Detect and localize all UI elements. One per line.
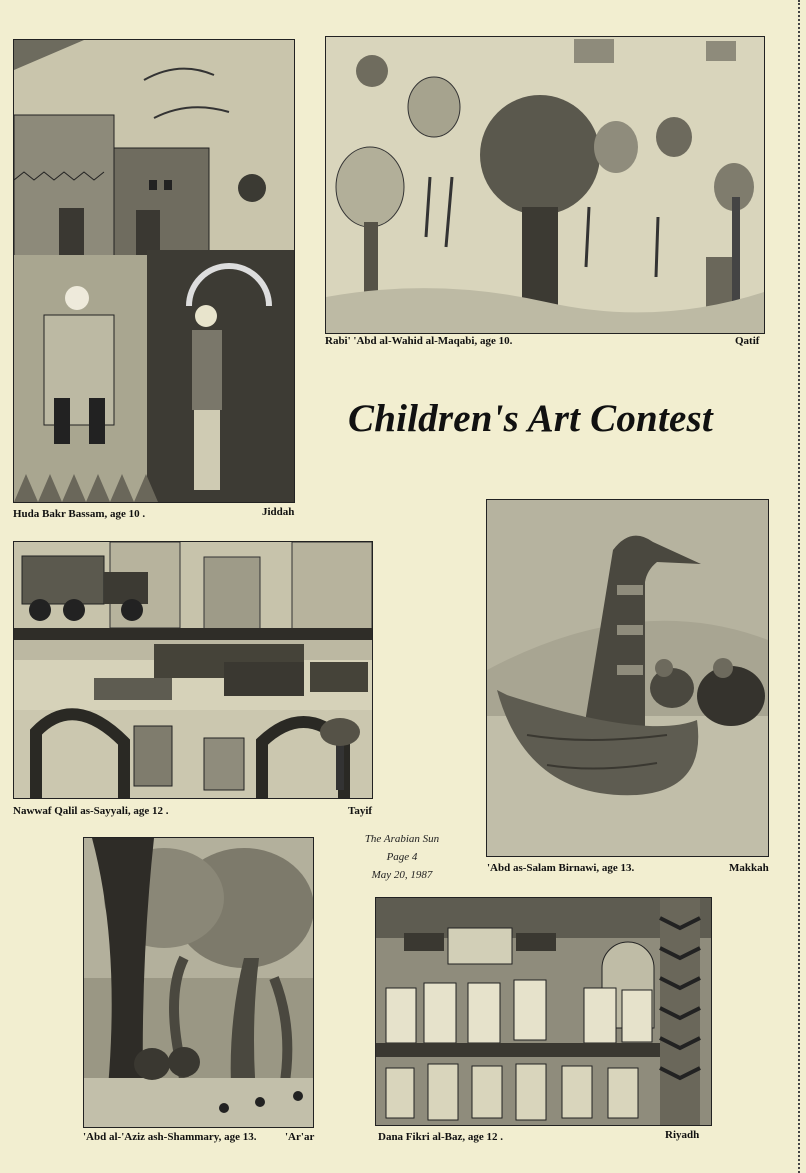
caption-artist-1: Huda Bakr Bassam, age 10 . [13, 508, 146, 520]
caption-location-2: Qatif [735, 335, 760, 347]
publication-masthead [352, 830, 452, 884]
publication-name: The Arabian Sun [364, 833, 440, 845]
caption-artist-6: Dana Fikri al-Baz, age 12 . [378, 1131, 503, 1143]
page-edge-perforation [798, 0, 800, 1173]
artwork-city-traffic [13, 541, 373, 799]
caption-location-1: Jiddah [262, 506, 295, 518]
caption-location-6: Riyadh [665, 1129, 700, 1141]
artwork-forest [83, 837, 314, 1128]
caption-artist-3: Nawwaf Qalil as-Sayyali, age 12 . [13, 805, 169, 817]
page-number: Page 4 [386, 851, 418, 863]
caption-location-3: Tayif [348, 805, 373, 817]
artwork-gathering-room [375, 897, 712, 1126]
artwork-ducks [486, 499, 769, 857]
caption-artist-5: 'Abd al-'Aziz ash-Shammary, age 13. [83, 1131, 257, 1143]
caption-location-4: Makkah [729, 862, 769, 874]
caption-artist-2: Rabi' 'Abd al-Wahid al-Maqabi, age 10. [325, 335, 513, 347]
publication-date: May 20, 1987 [371, 869, 433, 881]
caption-location-5: 'Ar'ar [285, 1131, 315, 1143]
caption-artist-4: 'Abd as-Salam Birnawi, age 13. [487, 862, 635, 874]
artwork-house-and-children [13, 39, 295, 503]
artwork-garden-trees [325, 36, 765, 334]
page-headline: Children's Art Contest [348, 397, 713, 440]
